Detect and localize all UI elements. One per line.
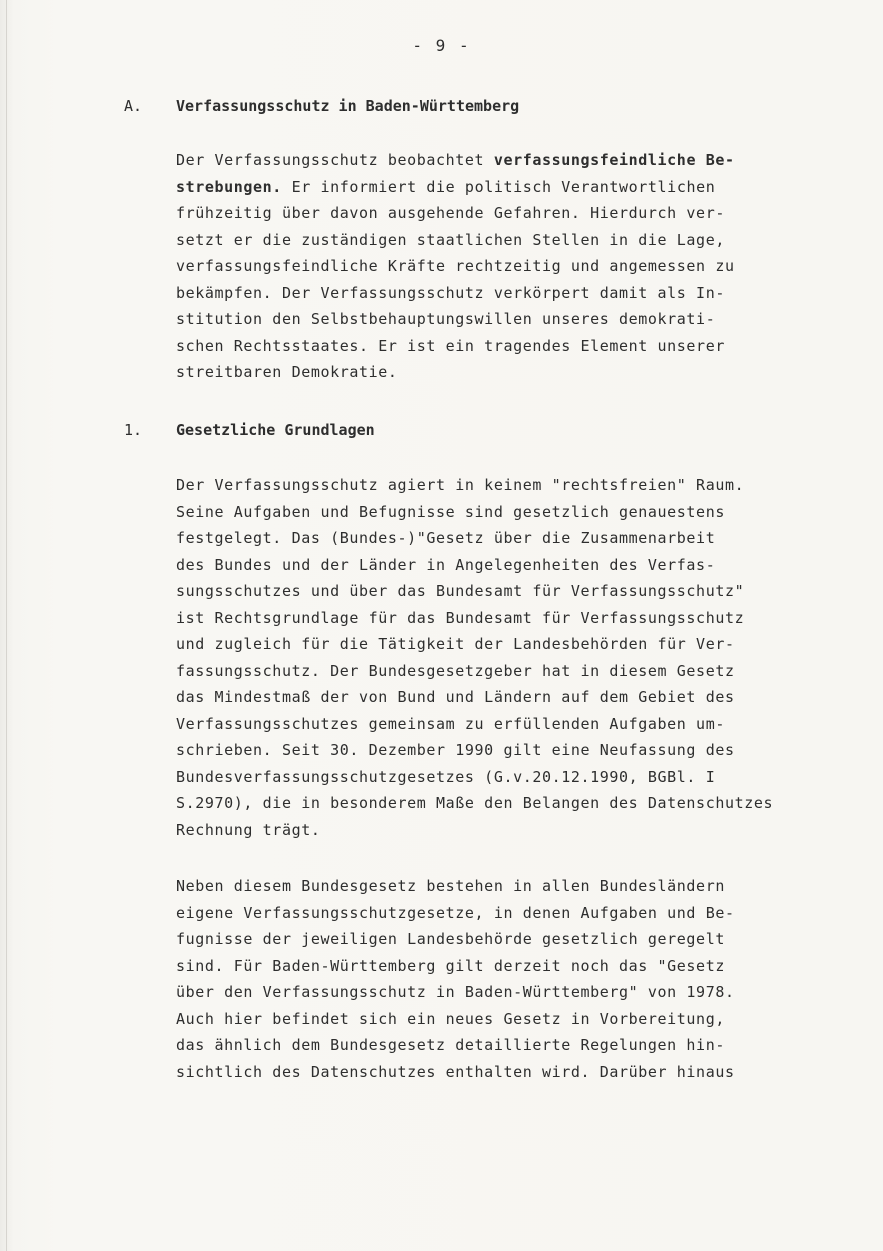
text-line: schrieben. Seit 30. Dezember 1990 gilt eine Neufassung des xyxy=(176,741,735,759)
text-line: verfassungsfeindliche Kräfte rechtzeitig und angemessen zu xyxy=(176,257,735,275)
paragraph-legal-basis xyxy=(176,472,866,843)
subsection-title: Gesetzliche Grundlagen xyxy=(176,421,375,439)
section-number: A. xyxy=(124,97,143,115)
text-line: Der Verfassungsschutz agiert in keinem "rechtsfreien" Raum. xyxy=(176,476,745,494)
text-line: Bundesverfassungsschutzgesetzes (G.v.20.12.1990, BGBl. I xyxy=(176,767,716,786)
text-line: ist Rechtsgrundlage für das Bundesamt für Verfassungsschutz xyxy=(176,608,745,627)
text-line: Der Verfassungsschutz beobachtet verfassungsfeindliche Be- xyxy=(176,151,735,169)
text-line: strebungen. Er informiert die politisch Verantwortlichen xyxy=(176,177,716,196)
text-line: über den Verfassungsschutz in Baden-Württemberg" von 1978. xyxy=(176,983,735,1001)
text-line: S.2970), die in besonderem Maße den Belangen des Datenschutzes xyxy=(176,794,774,812)
page-number: - 9 - xyxy=(412,36,471,55)
text-line: das Mindestmaß der von Bund und Ländern auf dem Gebiet des xyxy=(176,688,735,706)
text-line: streitbaren Demokratie. xyxy=(176,363,398,381)
text-line: sind. Für Baden-Württemberg gilt derzeit noch das "Gesetz xyxy=(176,956,725,975)
text-line: fassungsschutz. Der Bundesgesetzgeber hat in diesem Gesetz xyxy=(176,661,735,680)
text-line: bekämpfen. Der Verfassungsschutz verkörpert damit als In- xyxy=(176,283,725,302)
text-line: Neben diesem Bundesgesetz bestehen in allen Bundesländern xyxy=(176,877,725,895)
text-line: eigene Verfassungsschutzgesetze, in denen Aufgaben und Be- xyxy=(176,903,735,922)
text-line: festgelegt. Das (Bundes-)"Gesetz über die Zusammenarbeit xyxy=(176,529,716,547)
text-line: Seine Aufgaben und Befugnisse sind gesetzlich genauestens xyxy=(176,502,725,521)
text-line: Verfassungsschutzes gemeinsam zu erfüllenden Aufgaben um- xyxy=(176,714,725,733)
text-line: schen Rechtsstaates. Er ist ein tragendes Element unserer xyxy=(176,336,725,355)
text-line: frühzeitig über davon ausgehende Gefahren. Hierdurch ver- xyxy=(176,204,725,222)
subsection-number: 1. xyxy=(124,421,143,439)
text-line: und zugleich für die Tätigkeit der Landesbehörden für Ver- xyxy=(176,635,735,653)
text-line: fugnisse der jeweiligen Landesbehörde gesetzlich geregelt xyxy=(176,930,725,948)
text-line: sungsschutzes und über das Bundesamt für Verfassungsschutz" xyxy=(176,582,745,600)
section-title: Verfassungsschutz in Baden-Württemberg xyxy=(176,97,520,115)
text-line: stitution den Selbstbehauptungswillen unseres demokrati- xyxy=(176,310,716,328)
text-line: des Bundes und der Länder in Angelegenheiten des Verfas- xyxy=(176,555,716,574)
paragraph-intro xyxy=(176,147,866,386)
text-line: das ähnlich dem Bundesgesetz detaillierte Regelungen hin- xyxy=(176,1036,725,1054)
paragraph-state-laws xyxy=(176,873,866,1085)
text-line: setzt er die zuständigen staatlichen Stellen in die Lage, xyxy=(176,230,725,249)
text-line: Rechnung trägt. xyxy=(176,820,321,839)
text-line: sichtlich des Datenschutzes enthalten wird. Darüber hinaus xyxy=(176,1062,735,1081)
page-edge xyxy=(6,0,7,1251)
text-line: Auch hier befindet sich ein neues Gesetz in Vorbereitung, xyxy=(176,1009,725,1028)
